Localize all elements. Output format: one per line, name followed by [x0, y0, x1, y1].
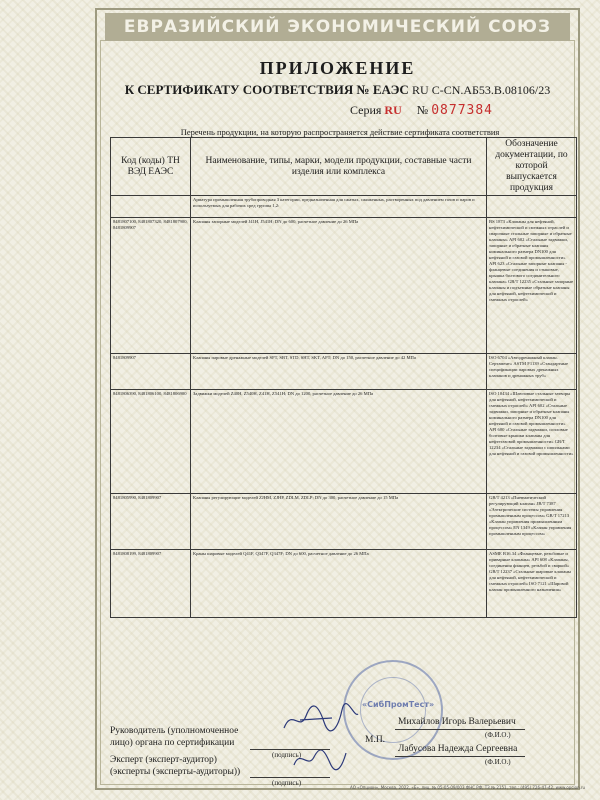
- head-name-line: [395, 729, 525, 730]
- subtitle-text: К СЕРТИФИКАТУ СООТВЕТСТВИЯ № ЕАЭС: [124, 82, 409, 97]
- page-title: ПРИЛОЖЕНИЕ: [259, 58, 416, 78]
- header-doc: Обозначение документации, по которой выпускается продукция: [487, 138, 577, 196]
- table-cell-code: 8481807100, 8481807320, 8481807900, 8481809907: [111, 218, 191, 354]
- table-row: [111, 354, 577, 390]
- union-banner: ЕВРАЗИЙСКИЙ ЭКОНОМИЧЕСКИЙ СОЮЗ: [105, 13, 570, 41]
- table-cell-doc: ISO 10434 «Шлюзовые стальные затворы для нефтяной, нефтехимической и смежных отраслей» API 602 «Стальные задвижки, запорные и обратные клапаны номинального размера DN100 для нефтяной и газовой промышленности» API 600 «Стальные задвижки, сопловые болтовые крышки клапаны для нефтегазовой промышленности» GB/T 12234 «Стальные задвижки с шпильками для нефтяной и газовой промышленности»: [487, 390, 577, 494]
- form-number: 0877384: [431, 103, 494, 118]
- expert-sign-note: (подпись): [272, 779, 302, 787]
- seal-inner-ring: [360, 677, 435, 743]
- table-cell-doc: BS 1873 «Клапаны для нефтяной, нефтехимической и смежных отраслей и сварочные стальные запорные и обратные клапаны» API 602 «Стальные задвижки, запорные и обратные клапаны номинального размера DN100 для нефтяной и газовой промышленности» API 623 «Стальные запорные клапаны - фланцевые соединения и стыковые, крышка болтового соединительного клапана» GB/T 12235 «Стальные запорные клапаны и подъемные обратные клапаны для нефтяной, нефтехимической и смежных отраслей»: [487, 218, 577, 354]
- certificate-number: RU C-CN.АБ53.В.08106/23: [412, 83, 551, 97]
- header-code: Код (коды) ТН ВЭД ЕАЭС: [111, 138, 191, 196]
- table-cell-code: 8481808199, 8481809907: [111, 550, 191, 618]
- table-row: [111, 218, 577, 354]
- series-line: [350, 103, 493, 118]
- table-row: [111, 390, 577, 494]
- table-row: [111, 494, 577, 550]
- head-name: Михайлов Игорь Валерьевич: [398, 717, 516, 727]
- table-cell-name: Краны шаровые моделей Q41F, Q347F, Q347F; DN до 600, расчетное давление до 26 МПа: [191, 550, 487, 618]
- printer-footer: АО «Опцион», Москва, 2022, «Б», лиц. № 05-05-09/003 ФНС РФ, ТЗ № 2151, тел.: (495) 726-47-42, www.opcion.ru: [350, 785, 586, 790]
- head-fio-note: (Ф.И.О.): [485, 731, 511, 739]
- head-signature: [280, 698, 360, 738]
- expert-name: Лабусова Надежда Сергеевна: [398, 744, 518, 754]
- table-cell-name: Клапаны регулирующие моделей ZJHM, ZJHP, ZDLM, ZDLP; DN до 300, расчетное давление до 15 МПа: [191, 494, 487, 550]
- table-cell-code: 8481805990, 8481809907: [111, 494, 191, 550]
- table-cell-doc: GB/T 4213 «Пневматический регулирующий клапан» JB/T 7387 «Электрические системы управления промышленным процессом» GB/T 17213 «Клапан управления промышленным процессом» EN 1349 «Клапан управления промышленным процессом»: [487, 494, 577, 550]
- head-label-line-2: лицо) органа по сертификации: [110, 738, 235, 748]
- table-cell: [111, 196, 191, 218]
- expert-fio-note: (Ф.И.О.): [485, 758, 511, 766]
- header-name: Наименование, типы, марки, модели продукции, составные части изделия или комплекса: [191, 138, 487, 196]
- table-cell-code: 8481806390, 8481806100, 8481806900: [111, 390, 191, 494]
- seal-text: «СибПромТест»: [362, 700, 435, 709]
- expert-label-line-1: Эксперт (эксперт-аудитор): [110, 755, 217, 765]
- expert-name-line: [395, 756, 525, 757]
- head-sign-note: (подпись): [272, 751, 302, 759]
- table-cell-code: 8481809907: [111, 354, 191, 390]
- table-row-preamble: [111, 196, 577, 218]
- number-label: №: [416, 103, 429, 117]
- series-label: Серия: [350, 103, 382, 117]
- head-label-line-1: Руководитель (уполномоченное: [110, 726, 239, 736]
- table-cell-doc: ASME B16.34 «Фланцевые, резьбовые и приварные клапаны» API 608 «Клапаны, соединения фланцев, резьбой и сваркой» GB/T 12237 «Стальные шаровые клапаны для нефтяной, нефтехимической и смежных отраслей» ISO 7121 «Шаровой клапан промышленного назначения»: [487, 550, 577, 618]
- expert-label-line-2: (эксперты (эксперты-аудиторы)): [110, 767, 241, 777]
- product-table: [110, 137, 577, 618]
- table-cell-name: Клапаны паровые дренажные моделей SFT, SBT, STD, SHT, SKT, AFT; DN до 150, расчетное давление до 42 МПа: [191, 354, 487, 390]
- expert-sign-line: [250, 777, 330, 778]
- certificate-subtitle: [105, 82, 570, 98]
- table-cell-name: Задвижки моделей Z40H, Z540H, Z41H, Z541H; DN до 1200, расчетное давление до 26 МПа: [191, 390, 487, 494]
- table-row: [111, 550, 577, 618]
- series-value: RU: [384, 103, 402, 117]
- seal-place-mark: М.П.: [365, 735, 386, 745]
- table-header-row: [111, 138, 577, 196]
- table-cell-name: Клапаны запорные моделей J41H, J541H; DN до 600, расчетное давление до 26 МПа: [191, 218, 487, 354]
- table-cell-preamble: Арматура промышленная трубопроводная 3 категории, предназначенная для сжатых, сжиженных, растворенных под давлением газов и паров и используемых для рабочих сред группы 1,2:: [191, 196, 487, 218]
- table-cell-doc: ISO 6704 «Автодренажный клапан. Сертамент» ASTM F1139 «Стандартные спецификации паровых дренажных клапанов и дренажных труб»: [487, 354, 577, 390]
- table-cell: [487, 196, 577, 218]
- product-list-intro: Перечень продукции, на которую распространяется действие сертификата соответствия: [180, 127, 500, 137]
- head-sign-line: [250, 749, 330, 750]
